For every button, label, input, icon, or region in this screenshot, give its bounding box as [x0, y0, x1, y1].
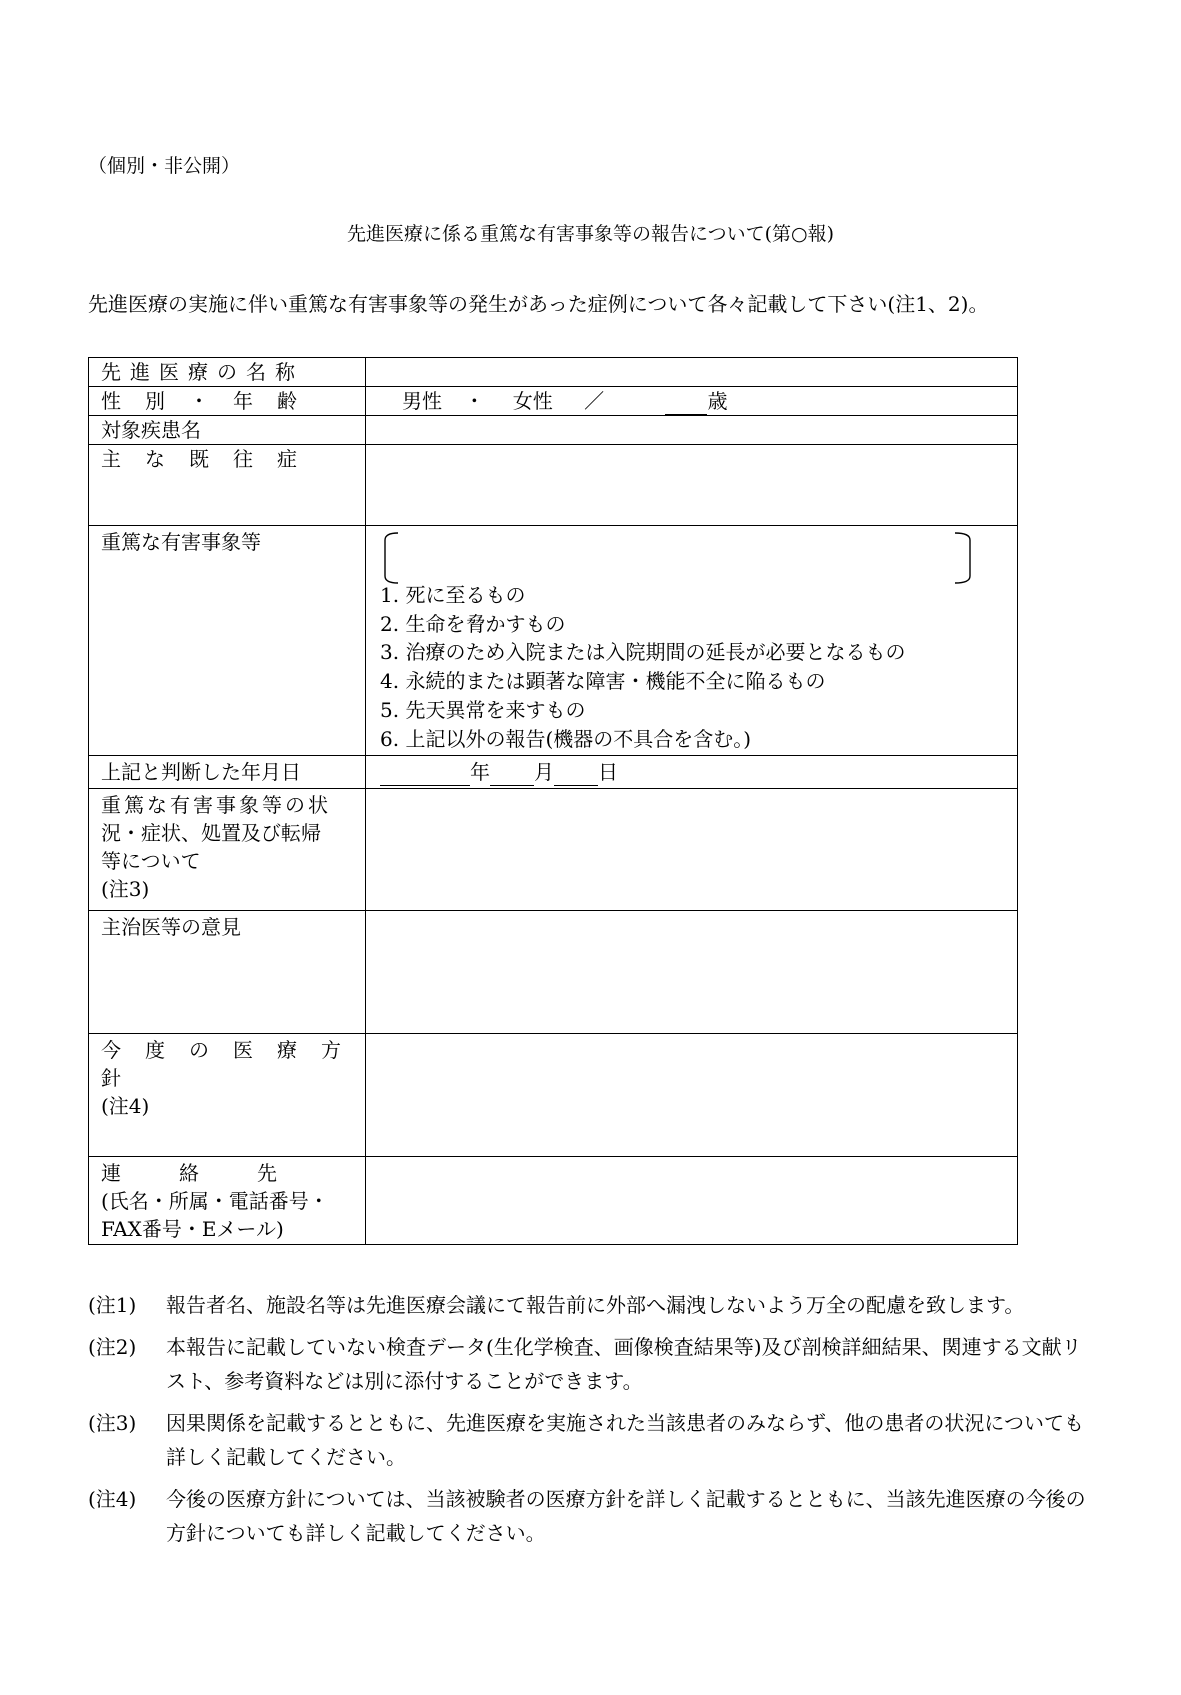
disease-field[interactable]: [366, 416, 1018, 445]
right-bracket: [955, 533, 970, 583]
disease-label: 対象疾患名: [101, 418, 201, 442]
note-4-text: 今後の医療方針については、当該被験者の医療方針を詳しく記載するとともに、当該先進医療の今後の方針についても詳しく記載してください。: [166, 1487, 1086, 1545]
opinion-field[interactable]: [366, 911, 1018, 1034]
sex-age-field: [366, 387, 1018, 416]
bracket-input-box[interactable]: [380, 532, 975, 584]
row-policy: [89, 1034, 1018, 1157]
status-label-line3: 等について: [101, 849, 201, 873]
note-3-label: (注3): [88, 1411, 137, 1435]
row-contact: [89, 1157, 1018, 1245]
date-year-unit: 年: [470, 760, 490, 784]
sex-female-option[interactable]: 女性: [512, 389, 553, 413]
row-disease: [89, 416, 1018, 445]
adverse-event-label: 重篤な有害事象等: [101, 530, 261, 554]
note-1-label: (注1): [88, 1293, 137, 1317]
event-option-6[interactable]: 6. 上記以外の報告(機器の不具合を含む。): [380, 726, 752, 751]
note-1: [88, 1288, 1098, 1322]
sex-separator: ・: [464, 389, 485, 413]
date-month-unit: 月: [534, 760, 554, 784]
contact-sub-line1: (氏名・所属・電話番号・: [101, 1189, 329, 1213]
technology-name-label: 先進医療の名称: [101, 360, 304, 384]
history-label: 主な既往症: [101, 447, 321, 471]
date-day-input[interactable]: [554, 763, 598, 786]
policy-note: (注4): [101, 1094, 150, 1118]
note-2-text: 本報告に記載していない検査データ(生化学検査、画像検査結果等)及び剖検詳細結果、関連する文献リスト、参考資料などは別に添付することができます。: [166, 1335, 1082, 1393]
contact-label: 連絡先: [101, 1161, 335, 1185]
row-judgment-date: [89, 756, 1018, 789]
sex-age-label: 性別・年齢: [101, 389, 321, 413]
event-option-5[interactable]: 5. 先天異常を来すもの: [380, 697, 586, 722]
row-history: [89, 445, 1018, 526]
status-label-line1: 重篤な有害事象等の状: [101, 793, 331, 817]
judgment-date-field: [366, 756, 1018, 789]
technology-name-field[interactable]: [366, 358, 1018, 387]
age-unit: 歳: [707, 389, 728, 413]
date-year-input[interactable]: [380, 763, 470, 786]
row-sex-age: [89, 387, 1018, 416]
contact-sub-line2: FAX番号・Eメール): [101, 1217, 284, 1241]
policy-label: 今度の医療方針: [101, 1038, 365, 1090]
report-form-table: [88, 357, 1018, 1245]
row-status: [89, 789, 1018, 911]
age-slash: ／: [584, 389, 605, 413]
note-1-text: 報告者名、施設名等は先進医療会議にて報告前に外部へ漏洩しないよう万全の配慮を致します。: [166, 1293, 1025, 1317]
left-bracket: [385, 533, 398, 583]
row-opinion: [89, 911, 1018, 1034]
intro-text: 先進医療の実施に伴い重篤な有害事象等の発生があった症例について各々記載して下さい(注1、2)。: [88, 292, 989, 316]
note-4: [88, 1482, 1098, 1550]
age-input[interactable]: [665, 392, 707, 415]
adverse-event-field: [366, 526, 1018, 756]
date-month-input[interactable]: [490, 763, 534, 786]
policy-field[interactable]: [366, 1034, 1018, 1157]
note-3-text: 因果関係を記載するとともに、先進医療を実施された当該患者のみならず、他の患者の状況についても詳しく記載してください。: [166, 1411, 1084, 1469]
page-title: 先進医療に係る重篤な有害事象等の報告について(第○報): [346, 223, 835, 245]
classification-label: （個別・非公開）: [88, 155, 241, 177]
event-option-1[interactable]: 1. 死に至るもの: [380, 583, 526, 607]
event-option-3[interactable]: 3. 治療のため入院または入院期間の延長が必要となるもの: [380, 640, 906, 665]
contact-field[interactable]: [366, 1157, 1018, 1245]
judgment-date-label: 上記と判断した年月日: [101, 760, 301, 784]
sex-male-option[interactable]: 男性: [402, 389, 442, 413]
note-2: [88, 1330, 1098, 1398]
row-adverse-event: [89, 526, 1018, 756]
event-option-2[interactable]: 2. 生命を脅かすもの: [380, 611, 566, 636]
adverse-event-options: [380, 581, 905, 753]
date-day-unit: 日: [598, 760, 618, 784]
note-3: [88, 1406, 1098, 1474]
event-option-4[interactable]: 4. 永続的または顕著な障害・機能不全に陥るもの: [380, 669, 826, 694]
notes-section: [88, 1288, 1098, 1558]
row-technology-name: [89, 358, 1018, 387]
status-label-note: (注3): [101, 877, 150, 901]
status-field[interactable]: [366, 789, 1018, 911]
status-label-line2: 況・症状、処置及び転帰: [101, 821, 321, 845]
opinion-label: 主治医等の意見: [101, 915, 241, 939]
note-2-label: (注2): [88, 1335, 137, 1359]
note-4-label: (注4): [88, 1487, 137, 1511]
history-field[interactable]: [366, 445, 1018, 526]
